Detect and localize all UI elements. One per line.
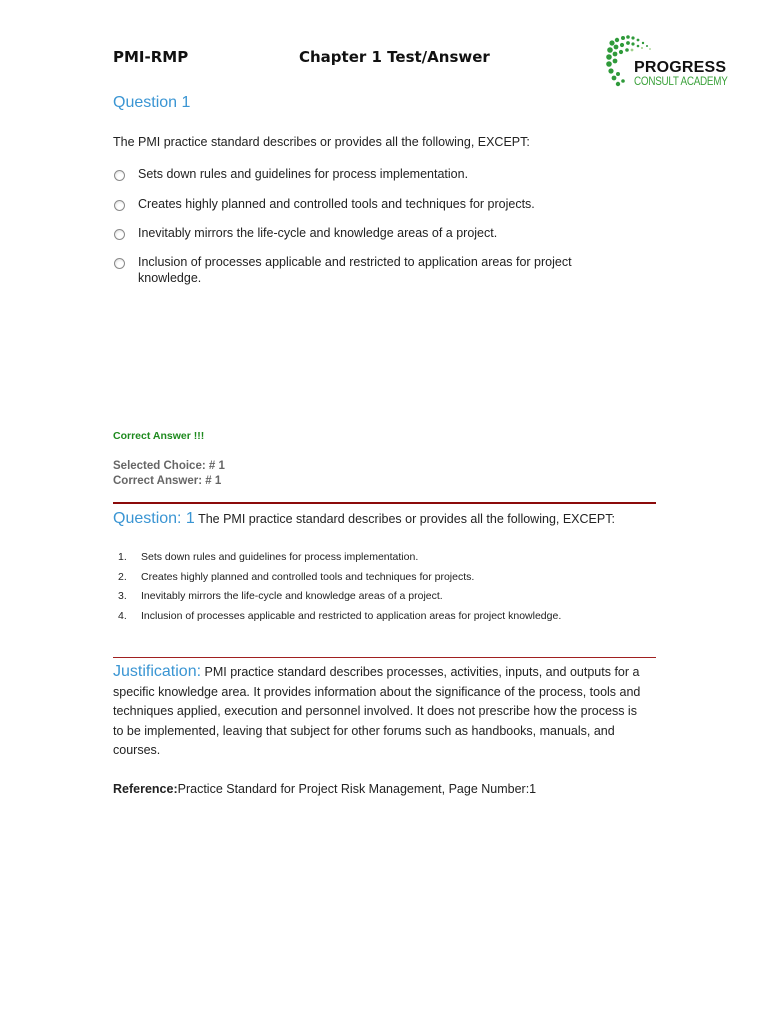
result-status: Correct Answer !!! bbox=[113, 430, 205, 442]
list-item-number: 3. bbox=[118, 590, 127, 602]
reference-label: Reference: bbox=[113, 782, 178, 796]
justification-paragraph bbox=[113, 662, 648, 761]
reference-text: Practice Standard for Project Risk Management, Page Number:1 bbox=[177, 782, 537, 796]
page-title: Chapter 1 Test/Answer bbox=[299, 48, 490, 66]
correct-answer: Correct Answer: # 1 bbox=[113, 475, 222, 487]
radio-icon[interactable] bbox=[114, 170, 125, 181]
answer-summary bbox=[113, 459, 225, 489]
list-item-text: Inevitably mirrors the life-cycle and knowledge areas of a project. bbox=[141, 590, 443, 602]
review-question-text: The PMI practice standard describes or provides all the following, EXCEPT: bbox=[198, 512, 615, 526]
question-text: The PMI practice standard describes or provides all the following, EXCEPT: bbox=[113, 135, 530, 149]
answer-option-label: Sets down rules and guidelines for process implementation. bbox=[138, 167, 469, 181]
question-heading: Question 1 bbox=[113, 94, 191, 111]
answer-option-4[interactable] bbox=[113, 254, 613, 288]
list-item-number: 2. bbox=[118, 570, 127, 583]
answer-option-2[interactable] bbox=[113, 196, 613, 214]
logo-wordmark: PROGRESS bbox=[634, 59, 727, 76]
list-item-number: 4. bbox=[118, 609, 127, 622]
radio-icon[interactable] bbox=[114, 258, 125, 269]
justification-label: Justification: bbox=[113, 663, 202, 680]
list-item-text: Inclusion of processes applicable and restricted to application areas for project knowledge. bbox=[141, 609, 562, 622]
section-divider bbox=[113, 657, 656, 658]
list-item-number: 1. bbox=[118, 551, 127, 563]
reference-line bbox=[113, 782, 536, 796]
logo-subtitle: CONSULT ACADEMY bbox=[634, 76, 728, 88]
course-title: PMI-RMP bbox=[113, 48, 189, 66]
review-question-label: Question: 1 bbox=[113, 510, 195, 527]
answer-option-label: Inclusion of processes applicable and restricted to application areas for project knowledge. bbox=[138, 255, 572, 285]
justification-text: PMI practice standard describes processes, activities, inputs, and outputs for a specific knowledge area. It provides information about the significance of the process, tools and techniques applied, execution and personnel involved. It does not prescribe how the process is to be implemented, leaving that subject for other forums such as handbooks, manuals, and courses. bbox=[113, 665, 641, 758]
radio-icon[interactable] bbox=[114, 229, 125, 240]
review-question bbox=[113, 510, 615, 528]
answer-option-label: Inevitably mirrors the life-cycle and knowledge areas of a project. bbox=[138, 226, 498, 240]
answer-option-3[interactable] bbox=[113, 225, 613, 243]
radio-icon[interactable] bbox=[114, 200, 125, 211]
answer-option-1[interactable] bbox=[113, 166, 613, 184]
list-item-text: Creates highly planned and controlled tools and techniques for projects. bbox=[141, 570, 475, 583]
answer-option-label: Creates highly planned and controlled tools and techniques for projects. bbox=[138, 197, 535, 211]
section-divider bbox=[113, 502, 656, 504]
list-item-text: Sets down rules and guidelines for process implementation. bbox=[141, 551, 419, 563]
selected-choice: Selected Choice: # 1 bbox=[113, 460, 225, 472]
